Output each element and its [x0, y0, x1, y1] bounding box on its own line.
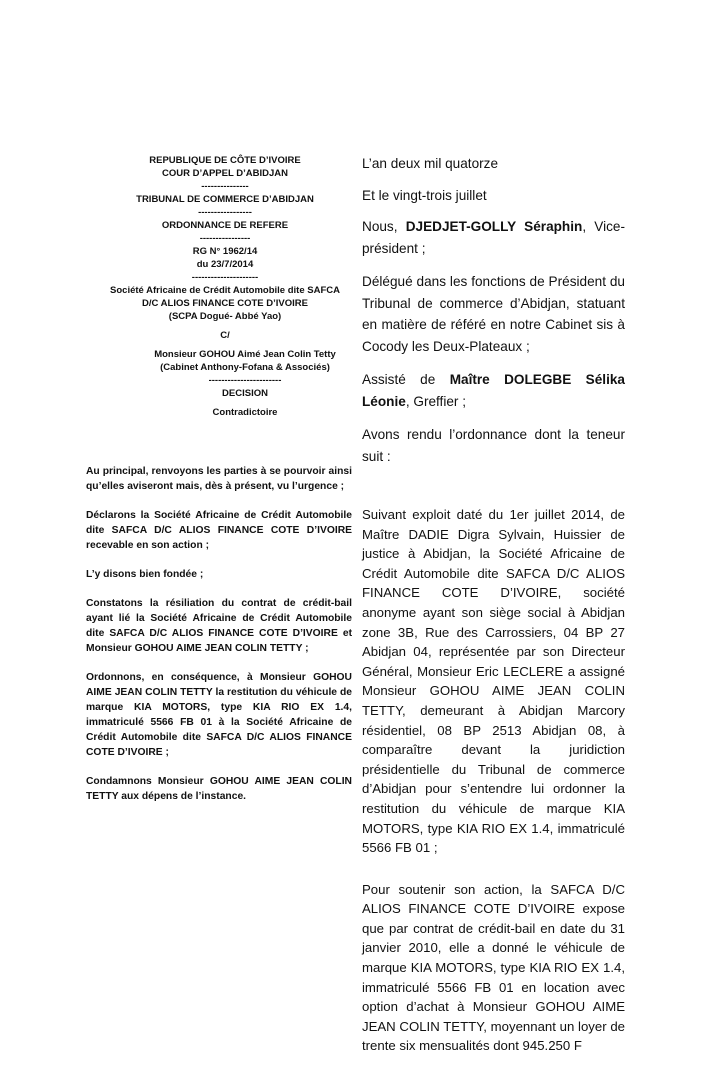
dispositif-paragraph: L’y disons bien fondée ;: [86, 569, 204, 580]
plaintiff-name-cont: D/C ALIOS FINANCE COTE D’IVOIRE: [142, 298, 308, 309]
decision-title: DECISION: [222, 388, 268, 399]
separator: -----------------------: [208, 375, 282, 386]
separator: ---------------------: [191, 272, 259, 283]
preamble-day: Et le vingt-trois juillet: [362, 187, 487, 203]
case-header: [100, 154, 350, 419]
separator: -----------------: [198, 207, 252, 218]
rg-number: RG N° 1962/14: [192, 246, 258, 257]
contradictoire-label: Contradictoire: [212, 407, 278, 418]
clerk-name: Maître DOLEGBE Sélika Léonie: [362, 372, 625, 409]
plaintiff-counsel: (SCPA Dogué- Abbé Yao): [168, 311, 282, 322]
preamble-clerk: Assisté de Maître DOLEGBE Sélika Léonie, Greffier ;: [362, 372, 625, 409]
ordonnance-body: [362, 505, 625, 1078]
tribunal-name: TRIBUNAL DE COMMERCE D’ABIDJAN: [136, 194, 314, 205]
preamble-judge: Nous, DJEDJET-GOLLY Séraphin, Vice-président ;: [362, 219, 625, 256]
separator: ----------------: [199, 233, 251, 244]
body-paragraph: Suivant exploit daté du 1er juillet 2014, de Maître DADIE Digra Sylvain, Huissier de justice à Abidjan, la Société Africaine de Crédit Automobile dite SAFCA D/C ALIOS FINANCE COTE D’IVOIRE, société anonyme ayant son siège social à Abidjan zone 3B, Rue des Carrossiers, 04 BP 27 Abidjan 04, représentée par son Directeur Général, Monsieur Eric LECLERE a assigné Monsieur GOHOU AIME JEAN COLIN TETTY, demeurant à Abidjan Marcory résidentiel, 08 BP 2513 Abidjan 08, à comparaître devant la juridiction présidentielle du Tribunal de commerce d’Abidjan pour s’entendre lui ordonner la restitution du véhicule de marque KIA MOTORS, type KIA RIO EX 1.4, immatriculé 5566 FB 01 ;: [362, 507, 625, 856]
dispositif-paragraph: Déclarons la Société Africaine de Crédit Automobile dite SAFCA D/C ALIOS FINANCE COTE D’IVOIRE recevable en son action ;: [86, 510, 352, 551]
defendant-counsel: (Cabinet Anthony-Fofana & Associés): [160, 362, 330, 373]
preamble: [362, 153, 625, 479]
preamble-delegation: Délégué dans les fonctions de Président du Tribunal de commerce d’Abidjan, statuant en matière de référé en notre Cabinet sis à Cocody les Deux-Plateaux ;: [362, 274, 625, 354]
dispositif-paragraph: Au principal, renvoyons les parties à se pourvoir ainsi qu’elles aviseront mais, dès à présent, vu l’urgence ;: [86, 466, 352, 492]
republic-name: REPUBLIQUE DE CÔTE D’IVOIRE: [149, 155, 301, 166]
dispositif-paragraph: Condamnons Monsieur GOHOU AIME JEAN COLIN TETTY aux dépens de l’instance.: [86, 776, 352, 802]
separator: ---------------: [201, 181, 249, 192]
plaintiff-name: Société Africaine de Crédit Automobile dite SAFCA: [110, 285, 340, 296]
body-paragraph: Pour soutenir son action, la SAFCA D/C ALIOS FINANCE COTE D’IVOIRE expose que par contrat de crédit-bail en date du 31 janvier 2010, elle a donné le véhicule de marque KIA MOTORS, type KIA RIO EX 1.4, immatriculé 5566 FB 01 en location avec option d’achat à Monsieur GOHOU AIME JEAN COLIN TETTY, moyennant un loyer de trente six mensualités dont 945.250 F: [362, 881, 625, 1054]
dispositif: [86, 464, 352, 818]
dispositif-paragraph: Constatons la résiliation du contrat de crédit-bail ayant lié la Société Africaine de Crédit Automobile dite SAFCA D/C ALIOS FINANCE COTE D’IVOIRE et Monsieur GOHOU AIME JEAN COLIN TETTY ;: [86, 598, 352, 654]
versus: C/: [220, 330, 230, 341]
preamble-year: L’an deux mil quatorze: [362, 156, 499, 171]
defendant-name: Monsieur GOHOU Aimé Jean Colin Tetty: [154, 349, 336, 360]
judge-name: DJEDJET-GOLLY Séraphin: [405, 219, 583, 234]
preamble-rendu: Avons rendu l’ordonnance dont la teneur suit :: [362, 427, 625, 464]
case-date: du 23/7/2014: [196, 259, 254, 270]
ordonnance-title: ORDONNANCE DE REFERE: [161, 220, 289, 231]
dispositif-paragraph: Ordonnons, en conséquence, à Monsieur GOHOU AIME JEAN COLIN TETTY la restitution du véhicule de marque KIA MOTORS, type KIA RIO EX 1.4, immatriculé 5566 FB 01 à la Société Africaine de Crédit Automobile dite SAFCA D/C ALIOS FINANCE COTE D’IVOIRE ;: [86, 672, 352, 758]
court-name: COUR D’APPEL D’ABIDJAN: [162, 168, 288, 179]
